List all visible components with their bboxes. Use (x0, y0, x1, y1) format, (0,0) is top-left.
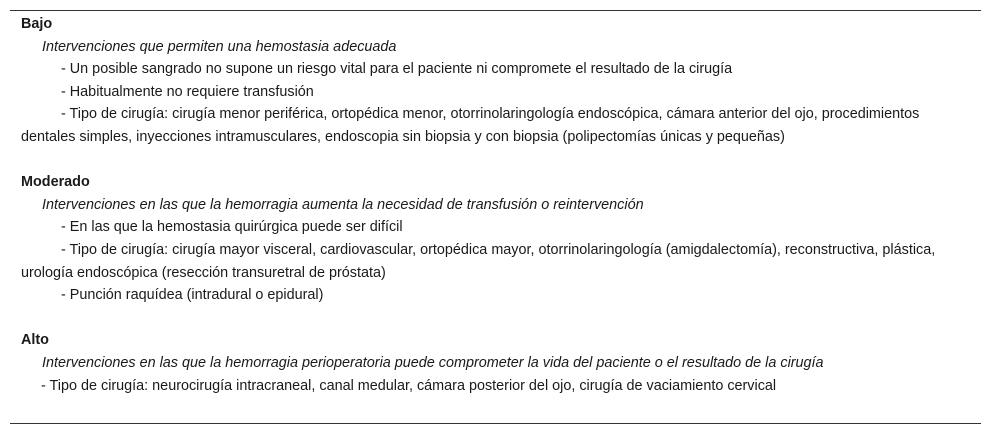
list-item: - Un posible sangrado no supone un riesgo vital para el paciente ni compromete el resultado de la cirugía (61, 61, 733, 78)
list-item: - Punción raquídea (intradural o epidural) (61, 287, 324, 304)
section-description-moderado: Intervenciones en las que la hemorragia aumenta la necesidad de transfusión o reintervención (42, 196, 644, 213)
list-item: - Habitualmente no requiere transfusión (61, 83, 314, 100)
list-item: - En las que la hemostasia quirúrgica puede ser difícil (61, 219, 403, 236)
list-item: - Tipo de cirugía: neurocirugía intracraneal, canal medular, cámara posterior del ojo, cirugía de vaciamiento cervical (41, 377, 777, 394)
list-item: - Tipo de cirugía: cirugía mayor visceral, cardiovascular, ortopédica mayor, otorrinolaringología (amigdalectomía), reconstructiva, plástica, urología endoscópica (resección transuretral de próstata) (21, 241, 936, 281)
section-description-bajo: Intervenciones que permiten una hemostasia adecuada (42, 38, 397, 55)
risk-table-cell (21, 13, 971, 397)
section-heading-alto: Alto (21, 332, 49, 349)
section-heading-moderado: Moderado (21, 174, 90, 191)
risk-table (10, 10, 981, 424)
list-item: - Tipo de cirugía: cirugía menor periférica, ortopédica menor, otorrinolaringología endoscópica, cámara anterior del ojo, procedimientos dentales simples, inyecciones intramusculares, endoscopia sin biopsia y con biopsia (polipectomías únicas y pequeñas) (21, 106, 920, 145)
section-spacer (21, 149, 971, 172)
section-spacer (21, 307, 971, 330)
section-description-alto: Intervenciones en las que la hemorragia perioperatoria puede comprometer la vida del paciente o el resultado de la cirugía (42, 354, 824, 371)
section-heading-bajo: Bajo (21, 16, 53, 32)
